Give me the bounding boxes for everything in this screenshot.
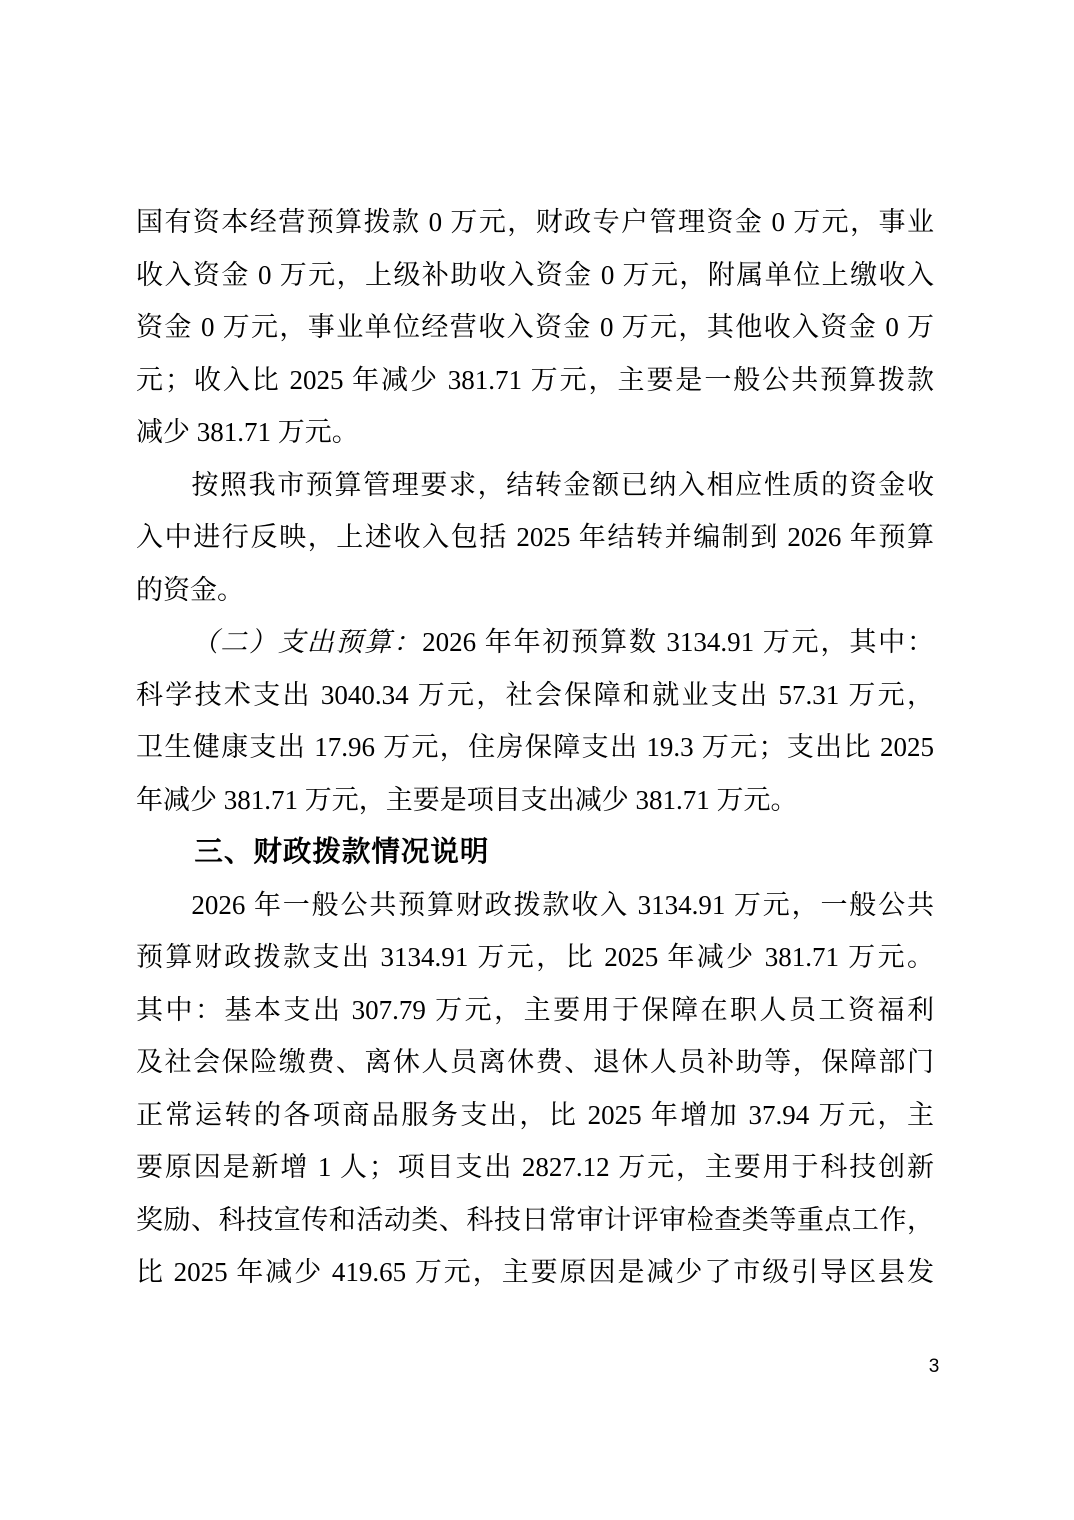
text-line [136, 669, 934, 722]
section-heading [136, 826, 934, 879]
text-run: 三、财政拨款情况说明 [194, 836, 490, 868]
text-line [136, 354, 934, 407]
text-line [136, 406, 934, 459]
page-number: 3 [928, 1356, 940, 1377]
text-run: 正常运转的各项商品服务支出，比 2025 年增加 37.94 万元，主 [136, 1099, 934, 1130]
text-line [136, 301, 934, 354]
text-line [136, 1141, 934, 1194]
text-run: 其中：基本支出 307.79 万元，主要用于保障在职人员工资福利 [136, 994, 934, 1025]
text-line [136, 984, 934, 1037]
text-line [136, 1089, 934, 1142]
text-line [136, 564, 934, 617]
text-line [136, 774, 934, 827]
text-line [136, 196, 934, 249]
text-line [136, 1036, 934, 1089]
text-run: 比 2025 年减少 419.65 万元，主要原因是减少了市级引导区县发 [136, 1257, 934, 1287]
text-run: 国有资本经营预算拨款 0 万元，财政专户管理资金 0 万元，事业 [136, 207, 934, 237]
text-run: 奖励、科技宣传和活动类、科技日常审计评审检查类等重点工作， [136, 1204, 934, 1235]
text-run: 科学技术支出 3040.34 万元，社会保障和就业支出 57.31 万元， [136, 679, 934, 710]
text-run: 资金 0 万元，事业单位经营收入资金 0 万元，其他收入资金 0 万 [136, 312, 934, 342]
text-run: 的资金。 [136, 574, 244, 605]
text-run: 按照我市预算管理要求，结转金额已纳入相应性质的资金收 [191, 469, 934, 500]
text-line [136, 616, 934, 669]
text-line [136, 249, 934, 302]
document-body [136, 196, 934, 1299]
text-run: 及社会保险缴费、离休人员离休费、退休人员补助等，保障部门 [136, 1047, 934, 1077]
text-run: 2026 年年初预算数 3134.91 万元，其中： [422, 627, 935, 657]
text-run: 元；收入比 2025 年减少 381.71 万元，主要是一般公共预算拨款 [136, 364, 934, 395]
text-line [136, 931, 934, 984]
text-line [136, 511, 934, 564]
text-run: 收入资金 0 万元，上级补助收入资金 0 万元，附属单位上缴收入 [136, 259, 934, 290]
text-line [136, 459, 934, 512]
text-run: 要原因是新增 1 人；项目支出 2827.12 万元，主要用于科技创新 [136, 1152, 934, 1182]
text-line [136, 1194, 934, 1247]
text-run: 入中进行反映，上述收入包括 2025 年结转并编制到 2026 年预算 [136, 522, 934, 552]
text-run: 预算财政拨款支出 3134.91 万元，比 2025 年减少 381.71 万元。 [136, 942, 934, 972]
text-line [136, 721, 934, 774]
text-run: 年减少 381.71 万元，主要是项目支出减少 381.71 万元。 [136, 784, 798, 815]
text-line [136, 1246, 934, 1299]
text-line [136, 879, 934, 932]
text-run: 2026 年一般公共预算财政拨款收入 3134.91 万元，一般公共 [191, 889, 934, 920]
text-run: 减少 381.71 万元。 [136, 417, 359, 447]
emphasis-kai-run: （二）支出预算： [191, 627, 423, 657]
text-run: 卫生健康支出 17.96 万元，住房保障支出 19.3 万元；支出比 2025 [136, 732, 934, 762]
